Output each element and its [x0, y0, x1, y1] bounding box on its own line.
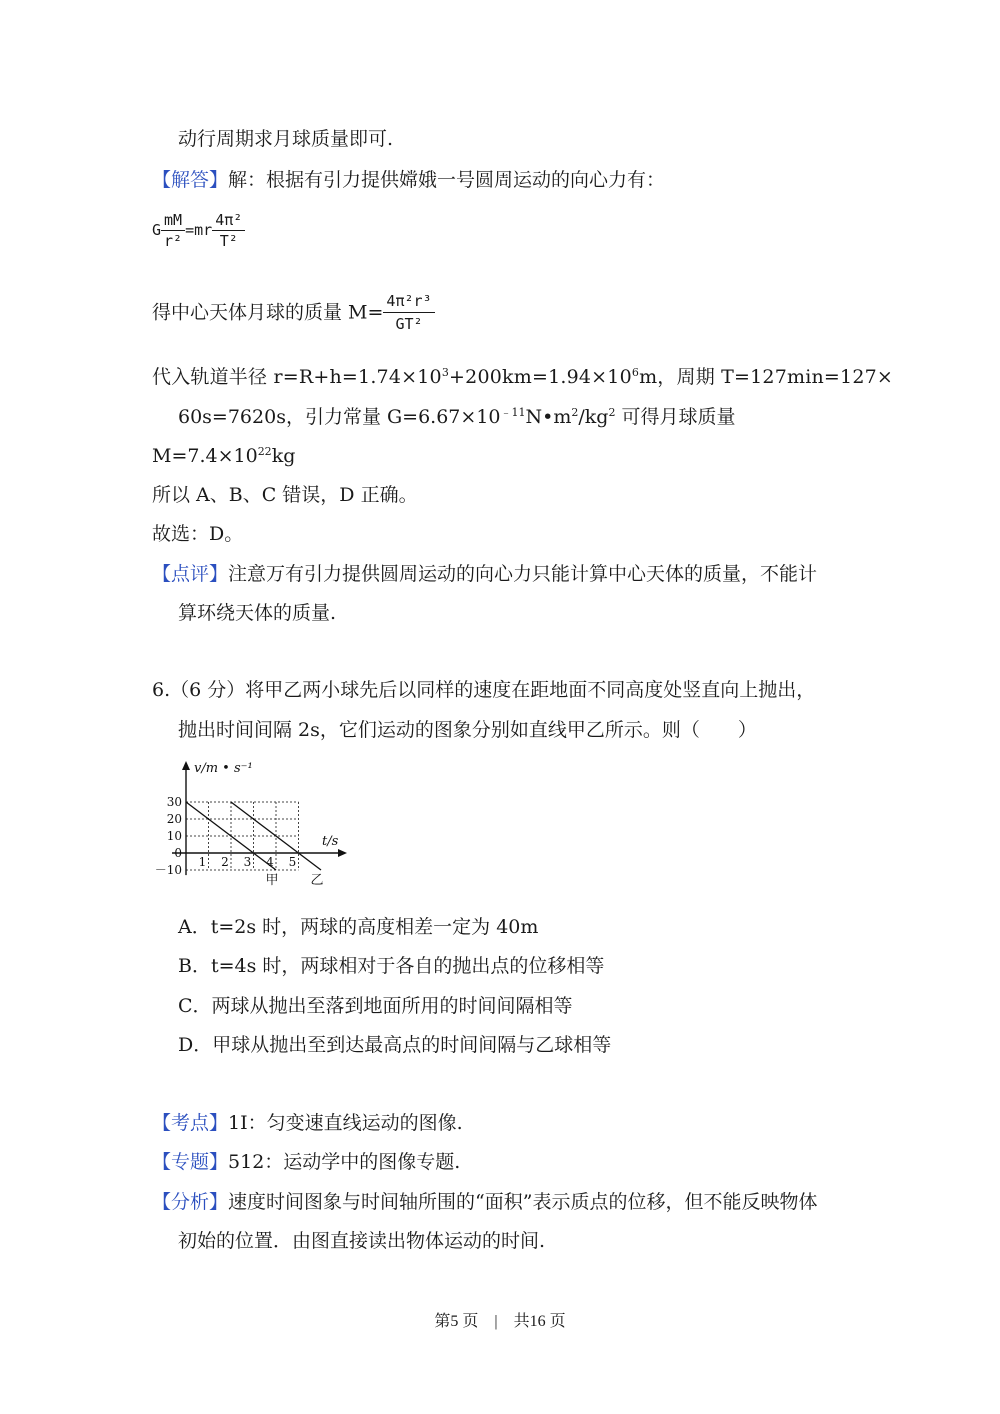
answer-line: [152, 167, 665, 193]
sub-2-exp-2: 2: [571, 406, 579, 419]
y-axis-label: v/m • s⁻¹: [194, 761, 253, 776]
formula-1-num-2: 4π²: [212, 210, 245, 231]
kaodian-text: 1I：匀变速直线运动的图像.: [228, 1112, 463, 1134]
comment-line-1: [152, 561, 817, 587]
x-tick-label-4: 4: [266, 855, 274, 869]
result-a: M=7.4×10: [152, 445, 258, 467]
velocity-time-chart: [142, 758, 362, 898]
sub-2b: N•m: [525, 406, 572, 428]
formula-1-eq: =mr: [185, 221, 213, 239]
sub-2c: /kg: [578, 406, 609, 428]
formula-1-frac-1: [161, 210, 185, 251]
x-tick-label-2: 2: [221, 855, 229, 869]
comment-line-2: 算环绕天体的质量.: [178, 602, 337, 624]
formula-2-frac: [383, 290, 434, 335]
sub-1-exp-2: 6: [631, 366, 640, 379]
fenxi-line-2: 初始的位置．由图直接读出物体运动的时间.: [178, 1230, 546, 1252]
zhuanti-tag: 【专题】: [152, 1151, 229, 1173]
x-axis-arrow: [338, 849, 347, 857]
option-b: B．t=4s 时，两球相对于各自的抛出点的位移相等: [178, 955, 605, 977]
zhuanti-line: [152, 1149, 460, 1175]
substitute-line-1: [152, 364, 893, 390]
formula-1-num-1: mM: [161, 210, 185, 231]
formula-1-den-2: T²: [219, 232, 238, 250]
x-axis-label: t/s: [322, 834, 339, 849]
sub-1b: +200km=1.94×10: [449, 366, 632, 388]
series-label-2: 乙: [310, 873, 324, 888]
wrong-options-line: 所以 A、B、C 错误，D 正确。: [152, 484, 418, 506]
answer-tag: 【解答】: [152, 169, 229, 191]
y-tick-label-5: －10: [154, 863, 182, 877]
y-tick-label-3: 10: [166, 829, 182, 843]
formula-1: [152, 210, 245, 251]
formula-2-den: GT²: [395, 315, 423, 333]
kaodian-tag: 【考点】: [152, 1112, 229, 1134]
y-tick-label-4: 0: [174, 846, 182, 860]
x-tick-label-3: 3: [243, 855, 252, 869]
sub-1-exp-1: 3: [441, 366, 450, 379]
mass-formula-line: [152, 290, 435, 335]
zhuanti-text: 512：运动学中的图像专题.: [228, 1151, 461, 1173]
comment-tag: 【点评】: [152, 563, 229, 585]
fenxi-tag: 【分析】: [152, 1191, 229, 1213]
sub-1a: 代入轨道半径 r=R+h=1.74×10: [152, 366, 442, 388]
x-tick-label-1: 1: [198, 855, 207, 869]
formula-1-frac-2: [212, 210, 245, 251]
solution-line-0: 动行周期求月球质量即可.: [178, 128, 394, 150]
kaodian-line: [152, 1110, 463, 1136]
comment-text-1: 注意万有引力提供圆周运动的向心力只能计算中心天体的质量，不能计: [228, 563, 818, 585]
question-6-stem-2: 抛出时间间隔 2s，它们运动的图象分别如直线甲乙所示。则（ ）: [178, 719, 757, 741]
y-tick-label-2: 20: [166, 812, 182, 826]
question-6-stem-1: 6.（6 分）将甲乙两小球先后以同样的速度在距地面不同高度处竖直向上抛出，: [152, 679, 816, 701]
chart-labels: [155, 761, 339, 888]
y-axis-arrow: [182, 761, 190, 770]
sub-2-exp-1: ﹣11: [500, 406, 526, 419]
formula-1-den-1: r²: [164, 232, 183, 250]
y-tick-label-1: 30: [166, 795, 182, 809]
substitute-line-2: [178, 404, 735, 430]
choice-line: 故选：D。: [152, 523, 244, 545]
x-tick-label-5: 5: [288, 855, 297, 869]
formula-2-num: 4π²r³: [383, 290, 434, 313]
option-a: A．t=2s 时，两球的高度相差一定为 40m: [178, 916, 539, 938]
sub-2-exp-3: 2: [608, 406, 616, 419]
answer-text: 解：根据有引力提供嫦娥一号圆周运动的向心力有：: [228, 169, 666, 191]
series-label-1: 甲: [265, 873, 279, 888]
fenxi-text-1: 速度时间图象与时间轴所围的“面积”表示质点的位移，但不能反映物体: [228, 1191, 818, 1213]
sub-2d: 可得月球质量: [615, 406, 736, 428]
result-line: [152, 443, 295, 469]
fenxi-line-1: [152, 1189, 817, 1215]
formula-1-g: G: [152, 221, 162, 239]
page-footer: 第5 页 | 共16 页: [434, 1313, 566, 1330]
option-d: D．甲球从抛出至到达最高点的时间间隔与乙球相等: [178, 1034, 612, 1056]
sub-1c: m，周期 T=127min=127×: [639, 366, 894, 388]
mass-prefix: 得中心天体月球的质量 M=: [152, 301, 384, 324]
option-c: C．两球从抛出至落到地面所用的时间间隔相等: [178, 995, 573, 1017]
result-exp: 22: [257, 445, 272, 458]
result-b: kg: [271, 445, 296, 467]
sub-2a: 60s=7620s，引力常量 G=6.67×10: [178, 406, 501, 428]
